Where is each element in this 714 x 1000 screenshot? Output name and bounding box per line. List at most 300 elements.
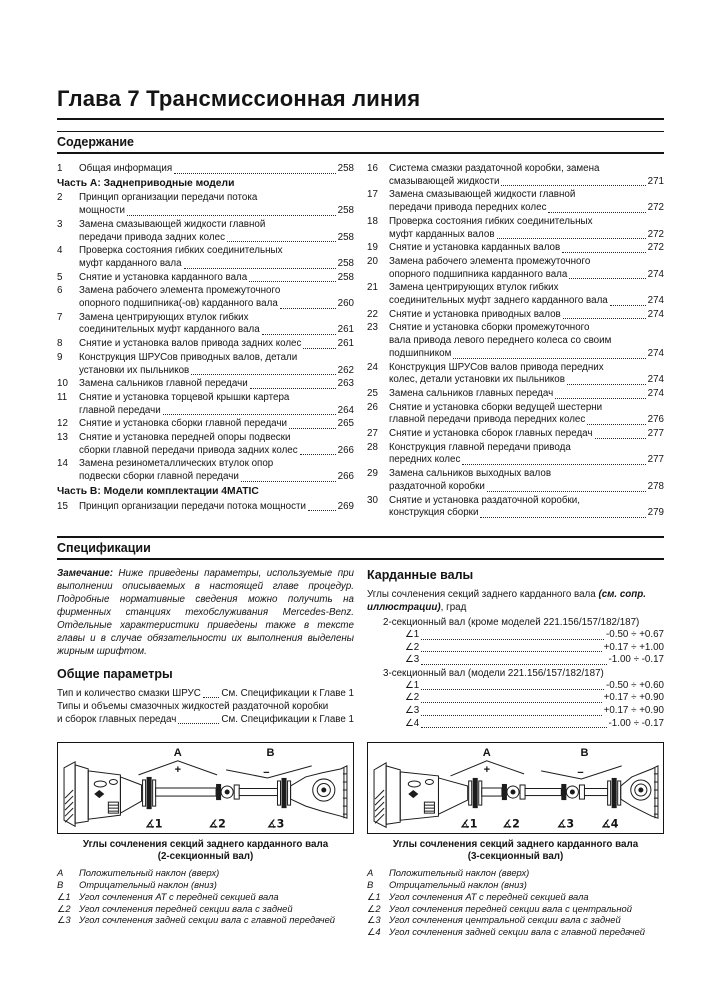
angle-4-label: ∡4: [600, 817, 619, 831]
toc-item: [367, 189, 664, 214]
toc-item-number: 18: [367, 215, 378, 227]
toc-item-text: Система смазки раздаточной коробки, замена: [389, 163, 600, 174]
dotted-leader: [163, 414, 336, 415]
dotted-leader: [421, 715, 601, 716]
driveshafts-heading: Карданные валы: [367, 567, 474, 582]
toc-item: [367, 256, 664, 281]
toc-page-number: 258: [337, 231, 354, 243]
dotted-leader: [303, 348, 335, 349]
toc-item: [367, 388, 664, 401]
toc-item: [367, 442, 664, 467]
toc-page-number: 272: [647, 228, 664, 240]
leader-line: [79, 418, 354, 431]
toc-item-text: Замена центрирующих втулок гибких: [79, 311, 249, 323]
second-joint: [561, 784, 584, 800]
toc-item-text: Конструкция ШРУСов валов привода передних: [389, 361, 604, 373]
toc-item-body: [79, 378, 354, 391]
front-flange-joint: [469, 778, 482, 808]
rear-shaft-section: [239, 789, 277, 796]
line-text: подшипником: [389, 347, 452, 359]
line-text: Снятие и установка карданного вала: [79, 271, 248, 283]
toc-item: [57, 312, 354, 337]
toc-item: [367, 468, 664, 493]
leader-line: [79, 298, 354, 311]
toc-part-header: Часть А: Заднеприводные модели: [57, 177, 235, 189]
specifications-section-header: Спецификации: [57, 540, 151, 555]
toc-item: [367, 428, 664, 441]
figure-caption-line2: (2-секционный вал): [157, 851, 254, 863]
toc-item-body: [79, 192, 354, 217]
figure-caption-line1: Углы сочленения секций заднего карданного вала: [392, 839, 639, 851]
toc-item-number: 10: [57, 378, 68, 390]
toc-item-number: 20: [367, 255, 378, 267]
legend-text: Угол сочленения задней секции вала с главной передачей: [79, 914, 335, 926]
toc-page-number: 264: [337, 404, 354, 416]
rear-flange-joint: [608, 778, 621, 808]
line-text: Замена сальников главных передач: [389, 387, 554, 399]
legend-text: Угол сочленения АТ с передней секцией вала: [79, 890, 279, 902]
toc-item-number: 1: [57, 163, 63, 174]
line-text: муфт карданного вала: [79, 257, 182, 269]
toc-item-number: 13: [57, 432, 68, 444]
toc-item-body: [389, 388, 664, 401]
line-text: передачи привода задних колес: [79, 231, 225, 243]
figure-legend: [57, 867, 354, 926]
toc-item: [57, 272, 354, 285]
legend-key: B: [367, 878, 374, 890]
legend-row: [57, 867, 354, 879]
line-text: Замена сальников главной передачи: [79, 378, 248, 390]
toc-item-body: [79, 432, 354, 457]
toc-item-number: 3: [57, 218, 63, 230]
line-text: Снятие и установка валов привода задних колес: [79, 338, 302, 350]
toc-item-number: 29: [367, 468, 378, 480]
toc-item-body: [389, 362, 664, 387]
leader-line: [389, 176, 664, 189]
figure-3-section-box: [367, 742, 664, 834]
toc-item-text: Замена центрирующих втулок гибких: [389, 282, 559, 294]
dotted-leader: [563, 318, 646, 319]
toc-page-number: 258: [337, 205, 354, 217]
legend-key: ∠1: [57, 890, 71, 902]
dotted-leader: [191, 374, 335, 375]
spec-angle-row: [405, 705, 664, 718]
dotted-leader: [241, 481, 336, 482]
center-joint: [216, 784, 239, 800]
leader-line: [389, 202, 664, 215]
legend-text: Угол сочленения АТ с передней секцией вала: [389, 890, 589, 902]
toc-item-number: 26: [367, 401, 378, 413]
spec-line-value: См. Спецификации к Главе 1: [221, 713, 354, 725]
line-text: подвески сборки главной передачи: [79, 471, 239, 483]
leader-line: [79, 471, 354, 484]
toc-item-text: Проверка состояния гибких соединительных: [389, 215, 593, 227]
spec-line: [57, 700, 354, 726]
legend-row: [57, 879, 354, 891]
chapter-title: Глава 7 Трансмиссионная линия: [57, 86, 421, 111]
toc-item: [57, 458, 354, 483]
differential-drawing: [291, 766, 347, 818]
toc-item-text: Принцип организации передачи потока: [79, 192, 258, 204]
toc-item: [57, 418, 354, 431]
note-label: Замечание:: [57, 567, 113, 579]
negative-incline-mark: [226, 747, 312, 779]
label-a: A: [482, 746, 491, 759]
toc-item-body: [79, 338, 354, 351]
front-flange-joint: [143, 777, 156, 809]
specifications-columns: [57, 567, 664, 730]
front-shaft-section: [156, 788, 216, 796]
toc-item-body: [389, 242, 664, 255]
dotted-leader: [562, 252, 645, 253]
dotted-leader: [289, 428, 336, 429]
toc-item-text: Снятие и установка раздаточной коробки,: [389, 494, 580, 506]
contents-band: [57, 131, 664, 154]
dotted-leader: [569, 278, 645, 279]
spec-line: [57, 687, 354, 700]
legend-text: Положительный наклон (вверх): [79, 867, 220, 879]
line-text: соединительных муфт карданного вала: [79, 324, 260, 336]
toc-item: [57, 392, 354, 417]
legend-row: [367, 914, 664, 926]
toc-item-body: [79, 392, 354, 417]
toc-item-text: Замена рабочего элемента промежуточного: [79, 285, 281, 297]
toc-page-number: 274: [647, 347, 664, 359]
dotted-leader: [174, 173, 335, 174]
plus-sign: +: [174, 764, 182, 777]
toc-item-number: 17: [367, 189, 378, 201]
figures-row: [57, 742, 664, 938]
toc-item: [57, 285, 354, 310]
toc-page-number: 274: [647, 308, 664, 320]
toc-item-body: [389, 163, 664, 188]
angle-3-label: ∡3: [266, 817, 285, 831]
dotted-leader: [300, 454, 336, 455]
spec-angle-row: [405, 718, 664, 731]
toc-page-number: 272: [647, 202, 664, 214]
dotted-leader: [421, 702, 601, 703]
toc-item-number: 28: [367, 441, 378, 453]
dotted-leader: [487, 491, 646, 492]
toc-item-number: 22: [367, 308, 378, 320]
toc-item-text: Снятие и установка торцевой крышки картера: [79, 391, 290, 403]
line-text: соединительных муфт заднего карданного вала: [389, 295, 608, 307]
figure-2-section: [57, 742, 354, 938]
leader-line: [79, 258, 354, 271]
spec-angle-row: [405, 680, 664, 693]
dotted-leader: [480, 517, 645, 518]
leader-line: [79, 272, 354, 285]
toc-page-number: 258: [337, 257, 354, 269]
dotted-leader: [610, 305, 646, 306]
figure-caption-line2: (3-секционный вал): [467, 851, 564, 863]
toc-item-number: 21: [367, 282, 378, 294]
line-text: смазывающей жидкости: [389, 175, 500, 187]
positive-incline-mark: [139, 747, 218, 776]
line-text: Снятие и установка карданных валов: [389, 242, 561, 254]
legend-key: A: [367, 867, 374, 879]
toc-item-body: [389, 442, 664, 467]
toc-item-text: Замена резинометаллических втулок опор: [79, 458, 274, 470]
angle-1-label: ∡1: [144, 817, 163, 831]
toc-item: [57, 192, 354, 217]
line-text: Тип и количество смазки ШРУС: [57, 687, 201, 699]
spec-left-column: [57, 567, 354, 730]
toc-part-header: Часть В: Модели комплектации 4MATIC: [57, 485, 259, 497]
line-text: опорного подшипника карданного вала: [389, 268, 568, 280]
dotted-leader: [250, 388, 336, 389]
line-text: Общая информация: [79, 163, 173, 174]
leader-line: [389, 374, 664, 387]
toc-item-number: 30: [367, 494, 378, 506]
leader-line: [79, 205, 354, 218]
positive-incline-mark: [451, 747, 524, 776]
leader-line: [79, 405, 354, 418]
line-text: Снятие и установка сборки главной передачи: [79, 418, 287, 430]
toc-item: [57, 352, 354, 377]
toc-item-body: [79, 163, 354, 176]
toc-page-number: 263: [337, 378, 354, 390]
line-text: сборки главной передачи привода задних колес: [79, 444, 298, 456]
toc-page-number: 277: [647, 428, 664, 440]
legend-row: [367, 891, 664, 903]
label-b: B: [266, 746, 275, 759]
toc-item-body: [389, 216, 664, 241]
toc-item-number: 9: [57, 351, 63, 363]
legend-text: Отрицательный наклон (вниз): [79, 878, 217, 890]
dotted-leader: [555, 398, 645, 399]
toc-item-number: 5: [57, 271, 63, 283]
angle-value: +0.17 ÷ +1.00: [603, 641, 664, 653]
line-text: муфт карданных валов: [389, 228, 495, 240]
toc-item-body: [79, 219, 354, 244]
angle-value: -0.50 ÷ +0.60: [606, 679, 664, 691]
toc-item-body: [389, 468, 664, 493]
toc-item: [367, 309, 664, 322]
toc-page-number: 266: [337, 471, 354, 483]
toc-item: [367, 242, 664, 255]
leader-line: [79, 163, 354, 176]
toc-item: [57, 163, 354, 176]
leader-line: [57, 713, 354, 726]
dotted-leader: [497, 238, 646, 239]
angle-label: ∠2: [405, 641, 420, 653]
toc-page-number: 269: [337, 500, 354, 512]
toc-item-body: [389, 189, 664, 214]
spec-line-value: См. Спецификации к Главе 1: [221, 687, 354, 699]
toc-page-number: 265: [337, 418, 354, 430]
toc-item-body: [389, 282, 664, 307]
dotted-leader: [595, 438, 646, 439]
toc-item-text: Проверка состояния гибких соединительных: [79, 245, 283, 257]
toc-item-body: [79, 245, 354, 270]
toc-item-body: [389, 428, 664, 441]
dotted-leader: [203, 697, 220, 698]
leader-line: [389, 348, 664, 361]
line-text: Снятие и установка сборок главных передач: [389, 428, 593, 440]
line-text: раздаточной коробки: [389, 480, 485, 492]
toc-item-text: Конструкция ШРУСов приводных валов, детали: [79, 351, 298, 363]
legend-row: [57, 891, 354, 903]
toc-item-body: [389, 402, 664, 427]
legend-row: [367, 867, 664, 879]
angle-label: ∠1: [405, 628, 420, 640]
leader-line: [389, 507, 664, 520]
general-parameters-lines: [57, 687, 354, 726]
toc-item-body: [389, 495, 664, 520]
transmission-drawing: [64, 762, 142, 826]
toc-item-body: [389, 256, 664, 281]
minus-sign: −: [263, 767, 270, 780]
angle-2-label: ∡2: [502, 817, 520, 831]
toc-item: [367, 402, 664, 427]
divider: [57, 118, 664, 120]
front-shaft-section: [482, 788, 502, 796]
driveshaft-angle-groups: [367, 616, 664, 730]
legend-text: Отрицательный наклон (вниз): [389, 878, 527, 890]
toc-page-number: 272: [647, 242, 664, 254]
toc-item-number: 2: [57, 192, 63, 204]
spec-angle-row: [405, 642, 664, 655]
toc-item-number: 27: [367, 428, 378, 440]
page-content: [57, 0, 664, 938]
dotted-leader: [421, 727, 606, 728]
intro-units: , град: [440, 601, 467, 613]
figure-caption: [367, 839, 664, 863]
toc-page-number: 261: [337, 338, 354, 350]
toc-left-column: [57, 163, 354, 521]
legend-key: ∠4: [367, 926, 381, 938]
line-text: главной передачи: [79, 404, 161, 416]
angle-label: ∠1: [405, 679, 420, 691]
rear-flange-joint: [277, 778, 290, 808]
leader-line: [389, 309, 664, 322]
legend-key: ∠3: [367, 914, 381, 926]
toc-item-number: 23: [367, 322, 378, 334]
legend-key: ∠3: [57, 914, 71, 926]
toc-item-body: [79, 285, 354, 310]
line-text: Снятие и установка приводных валов: [389, 308, 561, 320]
toc-item-number: 8: [57, 338, 63, 350]
angle-value: -0.50 ÷ +0.67: [606, 628, 664, 640]
leader-line: [79, 232, 354, 245]
table-of-contents: [57, 163, 664, 521]
toc-item-body: [79, 272, 354, 285]
angle-2-label: ∡2: [208, 817, 226, 831]
angle-3-label: ∡3: [556, 817, 575, 831]
toc-item-text: Конструкция главной передачи привода: [389, 441, 571, 453]
leader-line: [389, 229, 664, 242]
angle-label: ∠4: [405, 717, 420, 729]
legend-row: [367, 903, 664, 915]
angle-1-label: ∡1: [459, 817, 478, 831]
toc-item: [57, 219, 354, 244]
angle-value: +0.17 ÷ +0.90: [603, 692, 664, 704]
dotted-leader: [127, 215, 336, 216]
intro-see-illustrations: (см. сопр. иллюстрации): [367, 588, 646, 613]
legend-key: ∠2: [57, 902, 71, 914]
toc-page-number: 260: [337, 298, 354, 310]
line-text: передачи привода передних колес: [389, 202, 547, 214]
leader-line: [389, 388, 664, 401]
legend-row: [367, 879, 664, 891]
driveshaft-2-section-diagram: [58, 743, 353, 833]
toc-item-body: [79, 352, 354, 377]
dotted-leader: [262, 334, 336, 335]
toc-item: [57, 378, 354, 391]
toc-item-number: 24: [367, 361, 378, 373]
spec-group-title: 2-секционный вал (кроме моделей 221.156/157/182/187): [383, 616, 640, 628]
leader-line: [79, 501, 354, 514]
angle-label: ∠3: [405, 654, 420, 666]
leader-line: [389, 295, 664, 308]
toc-item-text: Замена смазывающей жидкости главной: [389, 189, 576, 201]
leader-line: [389, 481, 664, 494]
rear-shaft-section: [584, 789, 607, 796]
dotted-leader: [227, 241, 336, 242]
line-text: конструкция сборки: [389, 507, 479, 519]
line-text: опорного подшипника(-ов) карданного вала: [79, 298, 278, 310]
line-text: мощности: [79, 205, 125, 217]
toc-item-number: 19: [367, 242, 378, 254]
dotted-leader: [501, 185, 645, 186]
dotted-leader: [308, 510, 336, 511]
toc-item-text: Снятие и установка сборки ведущей шестерни: [389, 401, 603, 413]
dotted-leader: [249, 281, 335, 282]
spec-angle-row: [405, 629, 664, 642]
contents-section-header: Содержание: [57, 135, 135, 149]
toc-item: [367, 163, 664, 188]
toc-page-number: 277: [647, 454, 664, 466]
spec-right-column: [367, 567, 664, 730]
toc-item-text: Замена сальников выходных валов: [389, 468, 552, 480]
leader-line: [389, 414, 664, 427]
toc-item: [367, 362, 664, 387]
dotted-leader: [587, 424, 645, 425]
legend-row: [57, 903, 354, 915]
specifications-band: [57, 536, 664, 560]
toc-item-body: [79, 312, 354, 337]
figure-3-section: [367, 742, 664, 938]
legend-text: Угол сочленения задней секции вала с главной передачей: [389, 926, 645, 938]
toc-page-number: 274: [647, 387, 664, 399]
legend-key: ∠2: [367, 902, 381, 914]
toc-page-number: 276: [647, 414, 664, 426]
dotted-leader: [548, 212, 645, 213]
driveshafts-intro: [367, 588, 664, 614]
plus-sign: +: [483, 764, 491, 777]
spec-angle-row: [405, 692, 664, 705]
toc-page-number: 274: [647, 374, 664, 386]
angle-value: -1.00 ÷ -0.17: [608, 717, 664, 729]
toc-page-number: 279: [647, 507, 664, 519]
toc-item-number: 12: [57, 418, 68, 430]
line-text: и сборок главных передач: [57, 713, 177, 725]
toc-right-column: [367, 163, 664, 521]
minus-sign: −: [577, 767, 584, 780]
angle-label: ∠3: [405, 704, 420, 716]
toc-item-text: Снятие и установка передней опоры подвески: [79, 432, 291, 444]
toc-item: [57, 501, 354, 514]
toc-item-body: [389, 309, 664, 322]
line-text: Принцип организации передачи потока мощности: [79, 500, 306, 512]
toc-page-number: 258: [337, 271, 354, 283]
leader-line: [389, 242, 664, 255]
first-joint: [502, 784, 525, 800]
center-shaft-section: [525, 789, 561, 796]
legend-key: ∠1: [367, 890, 381, 902]
toc-item-number: 6: [57, 285, 63, 297]
